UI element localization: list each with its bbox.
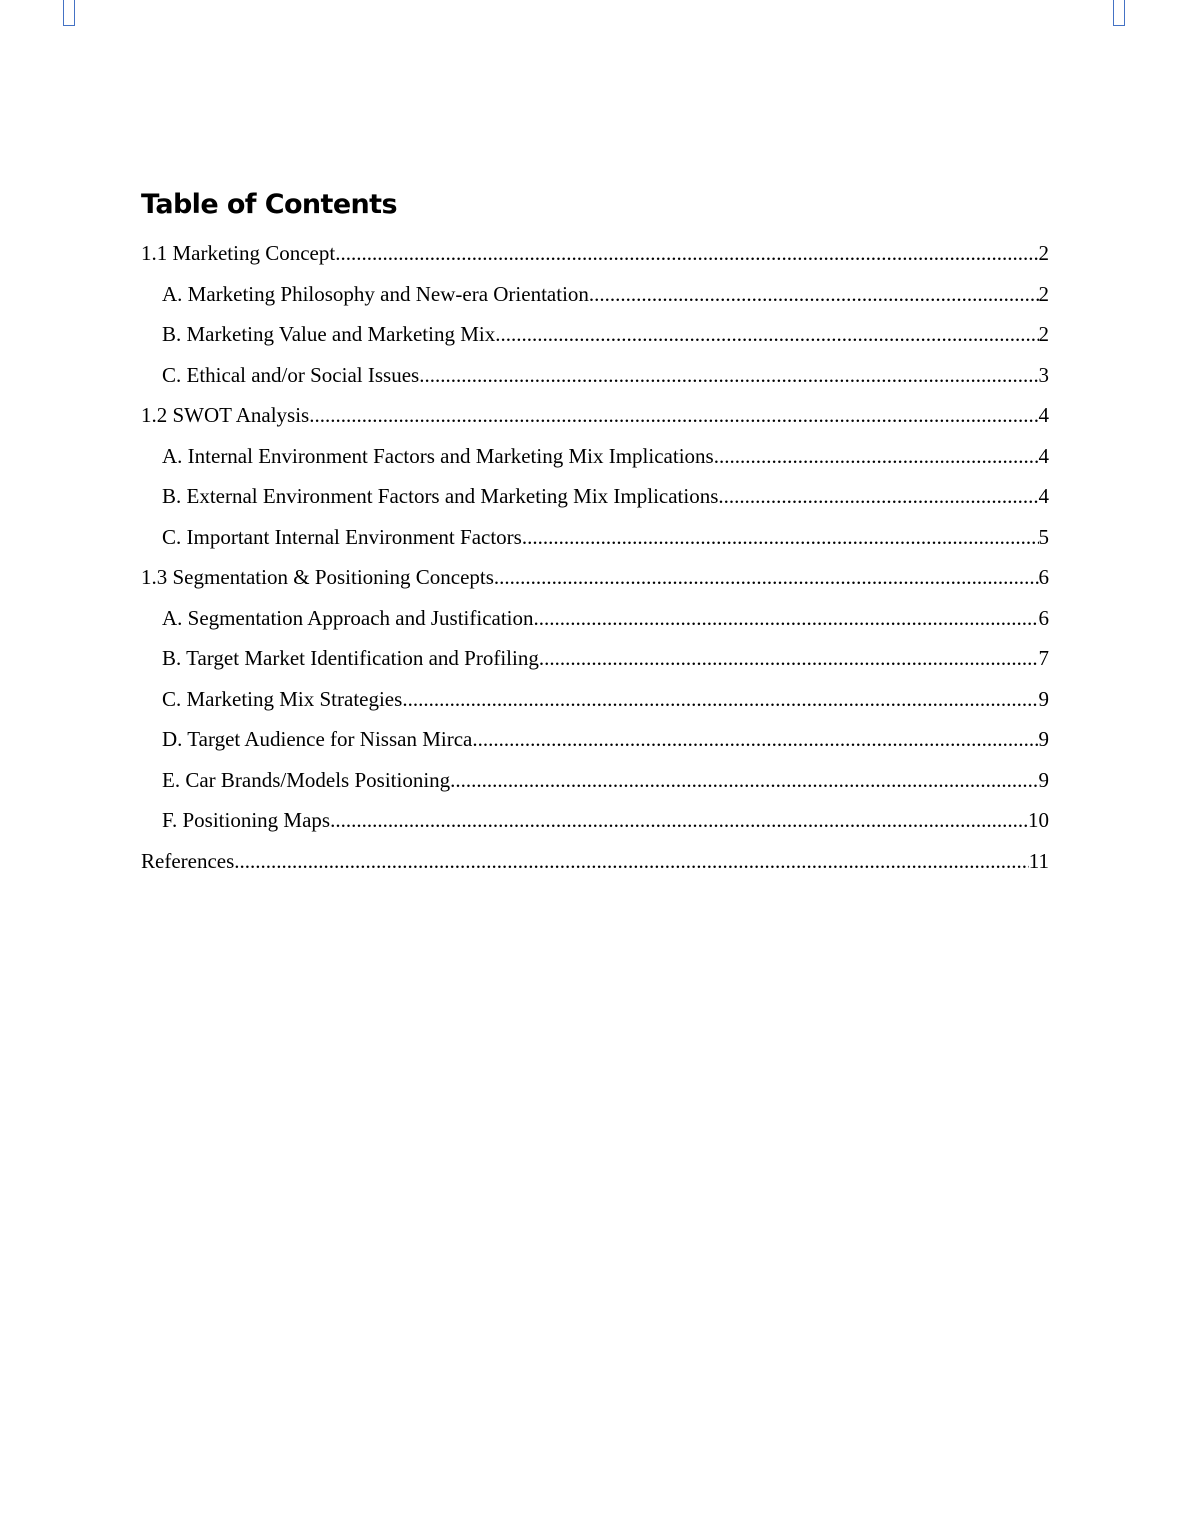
toc-dot-leader	[309, 402, 1038, 428]
toc-page-number: 4	[1038, 484, 1049, 508]
toc-page-number: 9	[1038, 767, 1049, 792]
toc-dot-leader	[472, 726, 1038, 752]
toc-dot-leader	[494, 564, 1039, 590]
toc-dot-leader	[450, 767, 1038, 793]
toc-entry-text: 1.3 Segmentation & Positioning Concepts	[141, 565, 494, 589]
toc-dot-leader	[718, 483, 1038, 509]
toc-page-number: 5	[1038, 524, 1049, 549]
toc-dot-leader	[589, 281, 1039, 307]
toc-entry[interactable]	[141, 240, 1049, 281]
toc-page-number: 6	[1038, 565, 1049, 589]
toc-entry-text: A. Marketing Philosophy and New-era Orientation	[162, 281, 589, 306]
crop-mark-right	[1113, 0, 1125, 26]
toc-entry-text: A. Internal Environment Factors and Marketing Mix Implications	[162, 443, 714, 468]
toc-entry-text: References	[141, 848, 235, 873]
toc-entry-text: 1.2 SWOT Analysis	[141, 403, 310, 427]
toc-dot-leader	[335, 240, 1038, 266]
toc-entry[interactable]	[141, 848, 1049, 889]
toc-page-number: 9	[1038, 727, 1049, 751]
toc-dot-leader	[234, 848, 1028, 874]
toc-entry-text: 1.1 Marketing Concept	[141, 241, 336, 265]
toc-entry[interactable]	[141, 767, 1049, 808]
toc-dot-leader	[419, 362, 1038, 388]
toc-dot-leader	[330, 807, 1028, 833]
toc-dot-leader	[534, 605, 1039, 631]
toc-dot-leader	[402, 686, 1038, 712]
toc-page-number: 2	[1038, 241, 1049, 265]
toc-entry[interactable]	[141, 807, 1049, 848]
toc-entry-text: F. Positioning Maps	[162, 808, 331, 832]
toc-page-number: 10	[1028, 808, 1049, 832]
toc-entry[interactable]	[141, 321, 1049, 362]
toc-page-number: 11	[1028, 848, 1049, 873]
toc-entry[interactable]	[141, 645, 1049, 686]
toc-entry-text: C. Marketing Mix Strategies	[162, 686, 403, 711]
toc-page-number: 9	[1038, 686, 1049, 711]
toc-entry-text: B. Marketing Value and Marketing Mix	[162, 322, 496, 346]
toc-entry-text: E. Car Brands/Models Positioning	[162, 767, 451, 792]
toc-page-number: 6	[1038, 605, 1049, 630]
toc-entry-text: D. Target Audience for Nissan Mirca	[162, 727, 473, 751]
toc-title: Table of Contents	[141, 189, 397, 220]
toc-page-number: 4	[1038, 403, 1049, 427]
toc-entry[interactable]	[141, 362, 1049, 403]
toc-entry-text: B. External Environment Factors and Marketing Mix Implications	[162, 484, 719, 508]
toc-entry[interactable]	[141, 483, 1049, 524]
toc-page-number: 7	[1038, 646, 1049, 670]
toc-entry-text: B. Target Market Identification and Profiling	[162, 646, 539, 670]
table-of-contents	[141, 186, 1049, 888]
toc-entry[interactable]	[141, 281, 1049, 322]
toc-entry-text: C. Ethical and/or Social Issues	[162, 362, 420, 387]
toc-entry[interactable]	[141, 686, 1049, 727]
toc-entry[interactable]	[141, 564, 1049, 605]
toc-entry[interactable]	[141, 524, 1049, 565]
toc-page-number: 2	[1038, 322, 1049, 346]
toc-entry[interactable]	[141, 443, 1049, 484]
crop-mark-left	[63, 0, 75, 26]
toc-page-number: 3	[1038, 362, 1049, 387]
toc-dot-leader	[539, 645, 1039, 671]
toc-entry-text: C. Important Internal Environment Factors	[162, 524, 522, 549]
toc-dot-leader	[495, 321, 1038, 347]
toc-dot-leader	[714, 443, 1039, 469]
toc-dot-leader	[522, 524, 1039, 550]
toc-entry[interactable]	[141, 402, 1049, 443]
toc-list	[141, 240, 1049, 888]
toc-entry[interactable]	[141, 726, 1049, 767]
toc-page-number: 4	[1038, 443, 1049, 468]
toc-entry-text: A. Segmentation Approach and Justification	[162, 605, 534, 630]
toc-page-number: 2	[1038, 281, 1049, 306]
toc-entry[interactable]	[141, 605, 1049, 646]
